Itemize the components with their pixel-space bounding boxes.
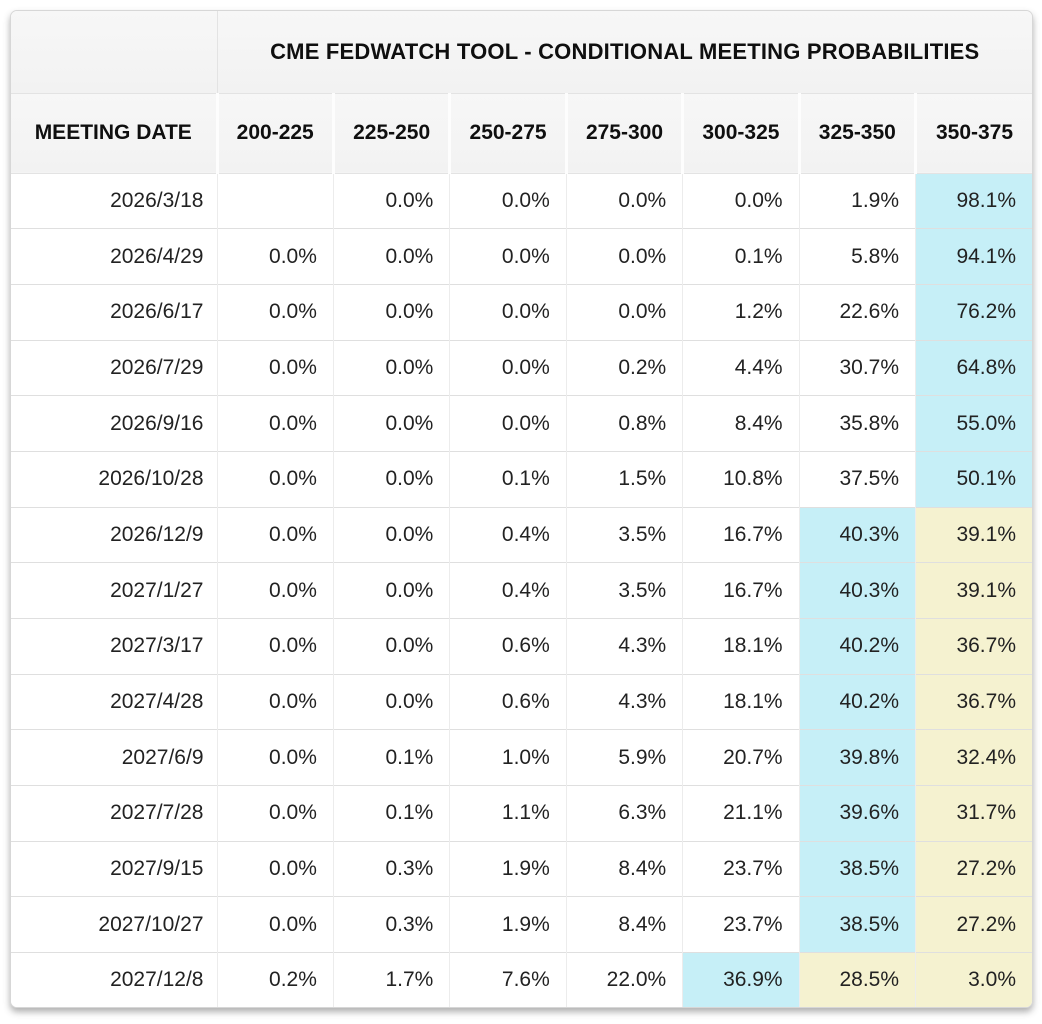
probability-cell: 5.8% (799, 229, 915, 285)
meeting-date-cell: 2027/12/8 (11, 952, 217, 1007)
probability-cell: 4.3% (566, 674, 682, 730)
table-row (11, 451, 1032, 507)
probability-cell: 40.2% (799, 674, 915, 730)
probability-cell: 39.8% (799, 730, 915, 786)
probability-cell: 0.6% (450, 618, 566, 674)
probability-cell: 0.1% (683, 229, 799, 285)
table-row (11, 674, 1032, 730)
meeting-date-cell: 2026/6/17 (11, 284, 217, 340)
meeting-date-cell: 2026/3/18 (11, 173, 217, 229)
probability-cell: 1.9% (799, 173, 915, 229)
probability-cell: 98.1% (916, 173, 1032, 229)
corner-cell (11, 11, 217, 93)
probability-cell: 0.0% (566, 229, 682, 285)
meeting-date-cell: 2026/10/28 (11, 451, 217, 507)
meeting-date-cell: 2026/4/29 (11, 229, 217, 285)
column-header-275-300: 275-300 (566, 93, 682, 173)
column-header-row (11, 93, 1032, 173)
probability-cell: 1.9% (450, 841, 566, 897)
probability-cell: 27.2% (916, 841, 1032, 897)
probability-cell: 21.1% (683, 785, 799, 841)
probability-cell: 0.0% (217, 284, 333, 340)
column-header-meeting-date: MEETING DATE (11, 93, 217, 173)
probability-cell: 0.0% (333, 507, 449, 563)
meeting-date-cell: 2027/3/17 (11, 618, 217, 674)
probability-cell: 0.0% (217, 451, 333, 507)
probability-cell: 64.8% (916, 340, 1032, 396)
probability-cell: 3.5% (566, 507, 682, 563)
probability-cell: 40.2% (799, 618, 915, 674)
probability-cell: 0.0% (333, 674, 449, 730)
probability-cell: 1.5% (566, 451, 682, 507)
probability-cell: 0.0% (217, 785, 333, 841)
probability-cell: 0.6% (450, 674, 566, 730)
meeting-date-cell: 2027/6/9 (11, 730, 217, 786)
probability-cell: 5.9% (566, 730, 682, 786)
probability-cell: 0.0% (683, 173, 799, 229)
probability-cell: 36.7% (916, 618, 1032, 674)
probability-cell: 39.6% (799, 785, 915, 841)
table-row (11, 563, 1032, 619)
meeting-date-cell: 2026/7/29 (11, 340, 217, 396)
probability-cell: 7.6% (450, 952, 566, 1007)
probability-cell: 27.2% (916, 897, 1032, 953)
probability-cell: 0.0% (450, 173, 566, 229)
probability-cell: 8.4% (566, 841, 682, 897)
probability-cell: 1.9% (450, 897, 566, 953)
probability-cell: 23.7% (683, 897, 799, 953)
meeting-date-cell: 2027/9/15 (11, 841, 217, 897)
table-row (11, 897, 1032, 953)
probability-cell: 4.3% (566, 618, 682, 674)
table-row (11, 229, 1032, 285)
table-row (11, 618, 1032, 674)
probability-cell: 0.3% (333, 841, 449, 897)
probability-cell: 0.0% (333, 396, 449, 452)
probability-cell: 31.7% (916, 785, 1032, 841)
probability-cell: 40.3% (799, 563, 915, 619)
probability-cell: 22.6% (799, 284, 915, 340)
meeting-date-cell: 2027/4/28 (11, 674, 217, 730)
table-row (11, 841, 1032, 897)
probability-cell: 20.7% (683, 730, 799, 786)
probability-cell: 0.0% (450, 229, 566, 285)
probability-cell: 0.0% (217, 229, 333, 285)
probability-cell: 0.0% (217, 396, 333, 452)
probability-cell: 23.7% (683, 841, 799, 897)
probability-cell: 0.0% (217, 674, 333, 730)
table-row (11, 396, 1032, 452)
probability-cell: 0.4% (450, 507, 566, 563)
probability-cell: 3.5% (566, 563, 682, 619)
title-row (11, 11, 1032, 93)
table-row (11, 284, 1032, 340)
probability-cell: 1.1% (450, 785, 566, 841)
probability-cell: 0.0% (333, 340, 449, 396)
probability-cell: 38.5% (799, 841, 915, 897)
probability-cell: 28.5% (799, 952, 915, 1007)
meeting-date-cell: 2027/7/28 (11, 785, 217, 841)
probability-cell: 8.4% (566, 897, 682, 953)
probability-cell: 76.2% (916, 284, 1032, 340)
probability-cell: 6.3% (566, 785, 682, 841)
probability-cell: 0.0% (217, 507, 333, 563)
probability-cell: 0.1% (450, 451, 566, 507)
probability-cell: 0.0% (450, 396, 566, 452)
probability-cell: 40.3% (799, 507, 915, 563)
table-row (11, 730, 1032, 786)
table-row (11, 340, 1032, 396)
probability-cell: 50.1% (916, 451, 1032, 507)
probability-cell: 0.8% (566, 396, 682, 452)
probability-cell: 0.0% (217, 618, 333, 674)
probability-cell: 16.7% (683, 507, 799, 563)
probability-cell: 30.7% (799, 340, 915, 396)
probability-cell: 22.0% (566, 952, 682, 1007)
column-header-350-375: 350-375 (916, 93, 1032, 173)
probability-cell: 4.4% (683, 340, 799, 396)
probability-cell (217, 173, 333, 229)
probability-cell: 0.0% (333, 563, 449, 619)
table-row (11, 952, 1032, 1007)
probability-cell: 1.0% (450, 730, 566, 786)
probability-cell: 18.1% (683, 618, 799, 674)
table-row (11, 785, 1032, 841)
table-title: CME FEDWATCH TOOL - CONDITIONAL MEETING PROBABILITIES (217, 11, 1032, 93)
table-row (11, 507, 1032, 563)
column-header-325-350: 325-350 (799, 93, 915, 173)
probability-cell: 0.0% (217, 340, 333, 396)
probability-cell: 0.0% (333, 451, 449, 507)
meeting-date-cell: 2027/1/27 (11, 563, 217, 619)
probability-cell: 0.0% (450, 340, 566, 396)
column-header-300-325: 300-325 (683, 93, 799, 173)
probability-cell: 1.7% (333, 952, 449, 1007)
probability-cell: 35.8% (799, 396, 915, 452)
probability-cell: 36.9% (683, 952, 799, 1007)
fedwatch-probabilities-card (10, 10, 1033, 1008)
probability-cell: 0.0% (217, 897, 333, 953)
probability-cell: 0.3% (333, 897, 449, 953)
fedwatch-table (11, 11, 1032, 1007)
meeting-date-cell: 2027/10/27 (11, 897, 217, 953)
probability-cell: 39.1% (916, 507, 1032, 563)
probability-cell: 37.5% (799, 451, 915, 507)
probability-cell: 0.0% (566, 284, 682, 340)
probability-cell: 0.0% (566, 173, 682, 229)
probability-cell: 0.4% (450, 563, 566, 619)
probability-cell: 1.2% (683, 284, 799, 340)
probability-cell: 0.0% (217, 730, 333, 786)
probability-cell: 38.5% (799, 897, 915, 953)
probability-cell: 0.0% (217, 563, 333, 619)
probability-cell: 18.1% (683, 674, 799, 730)
meeting-date-cell: 2026/12/9 (11, 507, 217, 563)
probability-cell: 55.0% (916, 396, 1032, 452)
probability-cell: 10.8% (683, 451, 799, 507)
column-header-250-275: 250-275 (450, 93, 566, 173)
table-row (11, 173, 1032, 229)
probability-cell: 8.4% (683, 396, 799, 452)
probability-cell: 0.1% (333, 730, 449, 786)
probability-cell: 16.7% (683, 563, 799, 619)
probability-cell: 0.0% (450, 284, 566, 340)
column-header-225-250: 225-250 (333, 93, 449, 173)
probability-cell: 39.1% (916, 563, 1032, 619)
probability-cell: 32.4% (916, 730, 1032, 786)
table-body (11, 173, 1032, 1007)
probability-cell: 0.0% (217, 841, 333, 897)
probability-cell: 0.0% (333, 618, 449, 674)
probability-cell: 0.0% (333, 229, 449, 285)
probability-cell: 0.2% (566, 340, 682, 396)
probability-cell: 0.1% (333, 785, 449, 841)
probability-cell: 0.0% (333, 173, 449, 229)
probability-cell: 36.7% (916, 674, 1032, 730)
probability-cell: 0.2% (217, 952, 333, 1007)
probability-cell: 0.0% (333, 284, 449, 340)
probability-cell: 94.1% (916, 229, 1032, 285)
probability-cell: 3.0% (916, 952, 1032, 1007)
meeting-date-cell: 2026/9/16 (11, 396, 217, 452)
column-header-200-225: 200-225 (217, 93, 333, 173)
